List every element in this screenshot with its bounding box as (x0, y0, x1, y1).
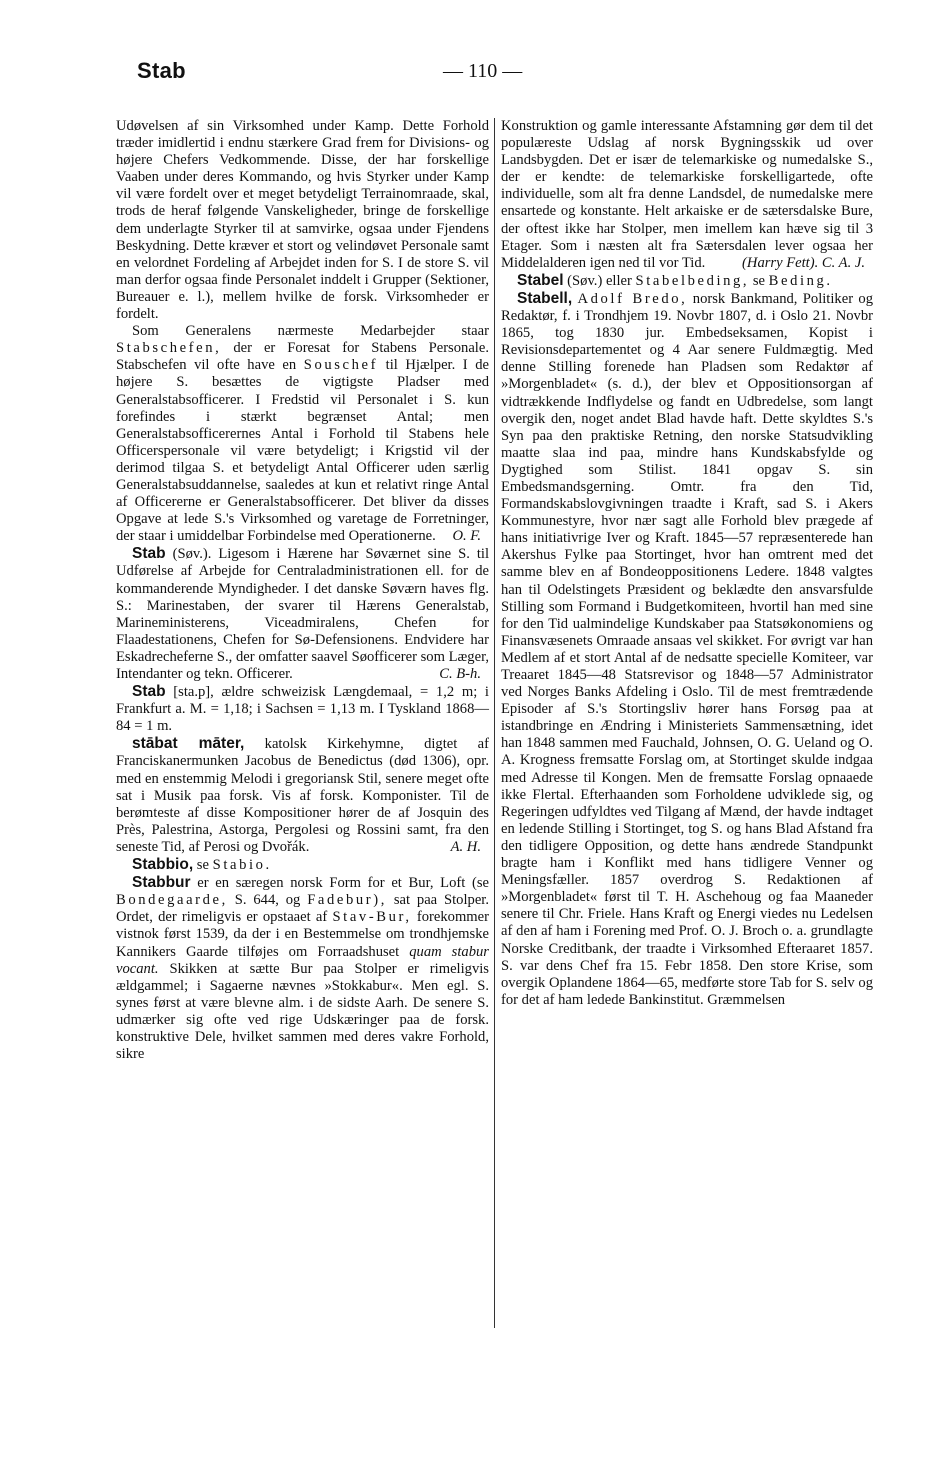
headword: Stab (132, 545, 166, 563)
text-run: norsk Bankmand, Politiker og Redaktør, f. i Trondhjem 19. Novbr 1807, d. i Oslo 21. Novbr 1865, tog 1830 jur. Embedseksamen, Kopist i Revisionsdepartementet og 4 Aar senere Fuldmægtig. Med denne Stilling forenede han Pladsen som Redaktør af »Morgenbladet« (s. d.), der blev et Oppositionsorgan af vidtrækkende Indflydelse og fandt en Udbredelse, som langt overgik den, noget andet Blad havde haft. Dette skyldtes S.'s Syn paa den praktiske Retning, den norske Statsudvikling maatte slaa ind paa, mindre hans Kundskabsfylde og Dygtighed som Stilist. 1841 opgav S. sin Embedsmandsgerning. Omtr. fra den Tid, Formandskabslovgivningen traadte i Kraft, sad S. i Akers Kommunestyre, hvor nær sagt alle Forhold blev prægede af hans initiativrige Iver og Kraft. 1845—57 repræsenterede han Akershus Fylke paa Stortinget, hvor han omtrent med det samme blev en af Bondeoppositionens Ledere. 1848 valgtes han til Odelstingets Præsident og beklædte den ansvarsfulde Stilling som Formand i Budgetkomiteen, hvortil han med sine for den Tid ualmindelige Kundskaber paa Statsøkonomiens og Finansvæsenets Omraade ansaas vel skikket. For øvrigt var han Medlem af et stort Antal af de nedsatte specielle Komiteer, var Treaaret 1845—48 Statsrevisor og 1848—57 Administrator ved Norges Banks Afdeling i Oslo. Til de mest fremtrædende Episoder af S.'s Stortingsliv hører hans Forsøg paa at istandbringe en Ændring i Ministeriets Sammensætning, idet han 1848 sammen med Fauchald, Johnsen, O. G. Ueland og O. A. Krogness fremsatte Forslag om, at Stortinget skulde indgaa med Adresse til Kongen. Men de fremsatte Forslag opnaaede ikke Flertal. Efterhaanden som Forholdene udviklede sig, og Regeringen udfyldtes ved Tilgang af Mænd, der havde indtaget en ledende Stilling i Stortinget, tog S. og hans Blad Afstand fra den tidligere Opposition, og dette hans ændrede Standpunkt bragte ham i Konflikt med hans tidligere Venner og Meningsfæller. 1857 overdrog S. Redaktionen af »Morgenbladet« først til T. H. Aschehoug og faa Maaneder senere til Chr. Friele. Hans Kraft og Energi viedes nu Ledelsen af den af ham i Forening med Prof. O. J. Broch o. a. grundlagte Norske Creditbank, der traadte i Virksomhed Efteraaret 1857. S. var dens Chef fra 15. Febr 1858. Den store Krise, som overgik Oplandene 1864—65, medførte store Tab for S. selv og for det af ham ledede Bankinstitut. Græmmelsen (501, 290, 873, 1008)
entry-stab-continuation: Udøvelsen af sin Virksomhed under Kamp. Dette Forhold træder imidlertid i endnu stærkere Grad frem for Divisions- og højere Chefers Vedkommende. Disse, der har forskellige Vaaben under deres Kommando, og hvis Styrker under Kamp vil være fordelt over et meget betydeligt Terrainomraade, skal, trods de heraf følgende Vanskeligheder, bringe de forskellige dem underlagte Styrker til at samvirke, ogsaa under Fjendens Beskydning. Dette kræver et stort og velindøvet Personale samt en velordnet Fordeling af Arbejdet inden for S. I de store S. vil man derfor ogsaa finde Personalet inddelt i Grupper (Sektioner, Bureauer e. l.), mellem hvilke de forsk. Virksomheder er fordelt. (116, 118, 489, 323)
spaced-term: Souschef (303, 357, 379, 374)
spaced-term: Stabelbeding, (635, 272, 750, 289)
text-run: se (752, 272, 766, 289)
text-run: S. 644, og (234, 892, 301, 909)
entry-stab-measure (116, 683, 489, 735)
spaced-term: Stav-Bur, (332, 909, 412, 926)
text-run: (Søv.). Ligesom i Hærene har Søværnet sine S. til Udførelse af Arbejde for Centraladministrationen ell. for de kommanderende Myndigheder. I det danske Søværn haves flg. S.: Marinestaben, der svarer til Hærens Generalstab, Marineministerens, Viceadmiralens, Chefen for Flaadestationens, Chefen for Sø-Defensionens. Endvidere har Eskadrecheferne S., der omfatter saavel Søofficerer som Læger, Intendanter og tekn. Officerer. (116, 546, 489, 682)
text-run: (Søv.) eller (567, 272, 632, 289)
text-run: [sta.p], ældre schweizisk Længdemaal, = 1,2 m; i Frankfurt a. M. = 1,18; i Sachsen = 1,13 m. I Tyskland 1868—84 = 1 m. (116, 684, 489, 735)
cross-reference: Beding. (768, 272, 833, 289)
entry-stab-paragraph-2 (116, 323, 489, 545)
author-signature: O. F. (452, 528, 481, 545)
headword: Stabbio, (132, 856, 194, 874)
text-run: forekommer vistnok først 1539, da der i en Bestemmelse om trondhjemske Kannikers Gaarde tilføjes om Forraadshuset (116, 909, 489, 960)
text-run: katolsk Kirkehymne, digtet af Franciskanermunken Jacobus de Benedictus (død 1306), opr. med en enstemmig Melodi i gregoriansk Stil, senere meget ofte sat i Musik paa forsk. Vis af forsk. Komponister. Til de berømteste af disse Kompositioner hører de af Josquin des Près, Palestrina, Astorga, Pergolesi og Rossini samt, fra den seneste Tid, af Perosi og Dvořák. (116, 736, 489, 855)
headword: stābat māter, (132, 735, 245, 753)
text-run: se (196, 857, 209, 874)
entry-stabel (501, 272, 873, 290)
entry-stabbur (116, 874, 489, 1063)
left-column (116, 118, 489, 1063)
spaced-term: Stabschefen, (116, 340, 222, 357)
text-run: til Hjælper. I de højere S. besættes de vigtigste Pladser med Generalstabsofficerer. I Fredstid vil Personalet i S. kun forefindes i stærkt begrænset Antal; men Generalstabsofficerernes Antal i Forhold til Stabens hele Officerspersonale vil være betydeligt; i Krigstid vil der derimod tilgaa S. et betydeligt Antal Officerer uden særlig Generalstabsuddannelse, saaledes at kun et relativt ringe Antal af Officererne er Generalstabsofficerer. Det bliver da disses Opgave at lede S.'s Virksomhed og varetage de Forretninger, der staar i umiddelbar Forbindelse med Operationerne. (116, 357, 490, 545)
text-run: er en særegen norsk Form for et Bur, Loft (se (197, 875, 489, 892)
text-run: sat paa Stolper. Ordet, der rimeligvis er opstaaet af (116, 892, 490, 926)
text-run: der er Foresat for Stabens Personale. Stabschefen vil ofte have en (116, 340, 489, 374)
author-signature: (Harry Fett). C. A. J. (742, 254, 865, 271)
cross-reference: Stabio. (212, 857, 272, 874)
entry-stab-navy (116, 545, 489, 683)
headword: Stab (132, 683, 166, 701)
entry-stabat-mater (116, 735, 489, 856)
column-divider (494, 118, 495, 1328)
entry-stabbur-continuation (501, 118, 873, 272)
running-head-word: Stab (137, 58, 186, 83)
entry-stabell (501, 290, 873, 1009)
cross-reference: Bondegaarde, (116, 892, 228, 909)
text-run: Som Generalens nærmeste Medarbejder staar (132, 323, 489, 340)
headword: Stabell, (517, 289, 573, 307)
entry-stabbio (116, 856, 489, 874)
text-run: Konstruktion og gamle interessante Afstamning gør dem til det populæreste Udslag af norsk Bygningsskik ud over Landsbygden. Det er især de telemarkiske og numedalske S., der er kendte: de telemarkiske forskelligartede, ofte individuelle, som alt fra denne Landsdel, de numedalske mere ensartede og konstante. Helt arkaiske er de sætersdalske Bure, der oftest ikke har Stolper, men imellem kan hæve sig til 3 Etager. Som i næsten alt fra Sætersdalen lever ogsaa her Middelalderen igen ned til vor Tid. (501, 118, 873, 271)
latin-quote: quam stabur vocant. (116, 943, 489, 977)
person-name: Adolf Bredo, (577, 290, 688, 307)
author-signature: C. B-h. (439, 666, 481, 682)
headword: Stabbur (132, 874, 191, 892)
author-signature: A. H. (450, 838, 481, 855)
cross-reference: Fadebur), (307, 892, 387, 909)
right-column (501, 118, 873, 1009)
page-number: — 110 — (443, 60, 523, 82)
text-run: Skikken at sætte Bur paa Stolper er rimeligvis ældgammel; i Sagaerne nævnes »Stokkabur«. Men egl. S. synes først at være blevne alm. i de sidste Aarh. De senere S. udmærker sig ofte ved rige Udskæringer paa de forsk. konstruktive Dele, hvilket sammen med deres vakre Forhold, sikre (116, 960, 489, 1063)
headword: Stabel (517, 271, 564, 289)
